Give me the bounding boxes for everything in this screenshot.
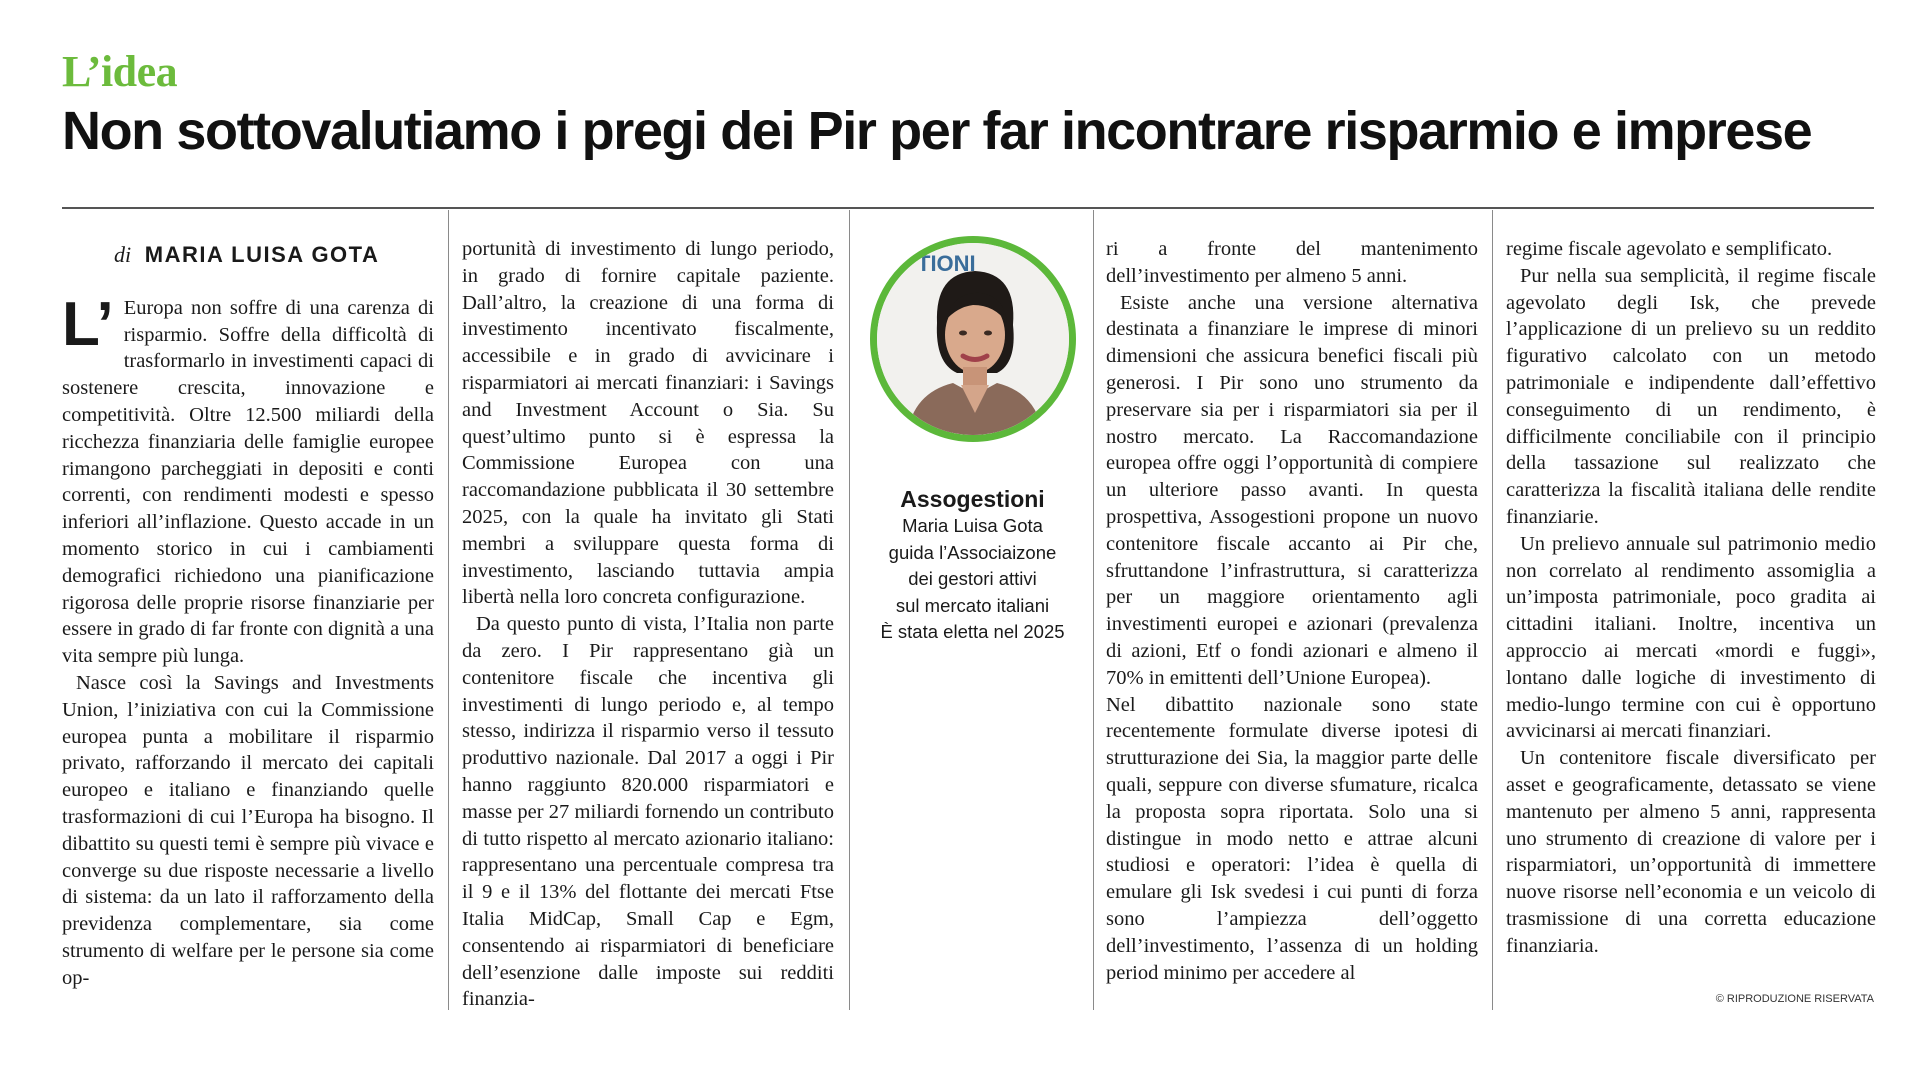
drop-cap: L’ [62,289,114,359]
column-divider [849,210,850,1010]
author-profile [851,236,1094,646]
bio-line: sul mercato italiani [895,594,1050,616]
profile-bio [851,513,1094,646]
backdrop-text: TIONI [916,251,976,276]
paragraph: Un contenitore fiscale diversificato per asset e geograficamente, detassato se viene mantenuto per almeno 5 anni, rappresenta uno strumento di creazione di valore per i risparmiatori, un’opportunità di immettere nuove risorse nell’economia e un veicolo di trasmissione di una corretta educazione finanziaria. [1506,747,1876,957]
article-column-1 [62,236,434,992]
paragraph: Un prelievo annuale sul patrimonio medio non correlato al rendimento assomiglia a un’imposta patrimoniale, poco gradita ai cittadini italiani. Inoltre, incentiva un approccio ai mercati «mordi e fuggi», lontano dalle logiche di investimento di medio-lungo termine con cui è opportuno avvicinarsi ai mercati finanziari. [1506,532,1876,743]
paragraph: ri a fronte del mantenimento dell’investimento per almeno 5 anni. [1106,238,1478,287]
headline: Non sottovalutiamo i pregi dei Pir per far incontrare risparmio e imprese [62,101,1812,161]
article-column-4 [1106,236,1478,986]
paragraph-text: Europa non soffre di una carenza di risparmio. Soffre della difficoltà di trasformarlo in investimenti capaci di sostenere crescita, innovazione e competitività. Oltre 12.500 miliardi della ricchezza finanziaria delle famiglie europee rimangono parcheggiati in depositi e conti correnti, con rendimenti modesti e spesso inferiori all’inflazione. Questo accade in un momento storico in cui i cambiamenti demografici richiedono una pianificazione rigorosa delle proprie risorse finanziarie per essere in grado di far fronte con dignità a una vita sempre più lunga. [62,296,434,668]
paragraph: Esiste anche una versione alternativa destinata a finanziare le imprese di minori dimensioni che assicura benefici fiscali più generosi. I Pir sono uno strumento da preservare sia per i risparmiatori sia per il nostro mercato. La Raccomandazione europea offre oggi l’opportunità di compiere un ulteriore passo avanti. In questa prospettiva, Assogestioni propone un nuovo contenitore fiscale accanto ai Pir che, sfruttandone l’infrastruttura, si caratterizza per un maggiore orientamento agli investimenti europei e azionari (prevalenza di azioni, Etf o fondi azionari e almeno il 70% in emittenti dell’Unione Europea). [1106,291,1478,689]
author-portrait-image [877,243,1069,435]
section-kicker: L’idea [62,47,178,96]
header-rule [62,207,1874,209]
paragraph: Da questo punto di vista, l’Italia non parte da zero. I Pir rappresentano già un contenitore fiscale che incentiva gli investimenti di lungo periodo e, al tempo stesso, indirizza il risparmio verso il tessuto produttivo nazionale. Dal 2017 a oggi i Pir hanno raggiunto 820.000 risparmiatori e masse per 27 miliardi fornendo un contributo di tutto rispetto al mercato azionario italiano: rappresentano una percentuale compresa tra il 9 e il 13% del flottante dei mercati Ftse Italia MidCap, Small Cap e Egm, consentendo ai risparmiatori di beneficiare dell’esenzione dalle imposte sui redditi finanzia- [462,613,834,1011]
paragraph: Nel dibattito nazionale sono state recentemente formulate diverse ipotesi di strutturazione dei Sia, la maggior parte delle quali, seppure con diverse sfumature, ricalca la proposta sopra riportata. Solo una si distingue in modo netto e attrae alcuni studiosi e operatori: l’idea è quella di emulare gli Isk svedesi i cui punti di forza sono l’ampiezza dell’oggetto dell’investimento, l’assenza di un holding period minimo per accedere al [1106,693,1478,984]
bio-line: dei gestori attivi [908,568,1037,589]
author-photo [870,236,1076,442]
copyright-notice: © RIPRODUZIONE RISERVATA [1715,993,1874,1005]
column-divider [448,210,449,1010]
profile-organization: Assogestioni [900,486,1045,512]
paragraph: portunità di investimento di lungo periodo, in grado di fornire capitale paziente. Dall’altro, la creazione di una forma di investimento incentivato fiscalmente, accessibile e in grado di avvicinare i risparmiatori ai mercati finanziari: i Savings and Investment Account o Sia. Su quest’ultimo punto si è espressa la Commissione Europea con una raccomandazione pubblicata il 30 settembre 2025, con la quale ha invitato gli Stati membri a sviluppare questa forma di investimento, lasciando tuttavia ampia libertà nella loro concreta configurazione. [462,238,834,609]
article-column-5 [1506,236,1876,960]
column-divider [1492,210,1493,1010]
article-column-2 [462,236,834,1013]
paragraph [62,289,434,670]
bio-line: È stata eletta nel 2025 [880,621,1065,642]
bio-line: guida l’Associaizone [888,541,1057,563]
paragraph: regime fiscale agevolato e semplificato. [1506,238,1833,260]
byline-author: MARIA LUISA GOTA [144,242,380,267]
byline [114,242,434,269]
byline-prefix: di [114,242,132,267]
paragraph: Nasce così la Savings and Investments Union, l’iniziativa con cui la Commissione europea punta a mobilitare il risparmio privato, rafforzando il mercato dei capitali europeo e italiano e finanziando quelle trasformazioni di cui l’Europa ha bisogno. Il dibattito su questi temi è sempre più vivace e converge su due risposte necessarie a livello di sistema: da un lato il rafforzamento della previdenza complementare, sia come strumento di welfare per le persone sia come op- [62,671,434,989]
paragraph: Pur nella sua semplicità, il regime fiscale agevolato degli Isk, che prevede l’applicazione di un prelievo su un reddito figurativo calcolato con un metodo patrimoniale e indipendente dall’effettivo conseguimento di un rendimento, è difficilmente conciliabile con il principio della tassazione sul realizzato che caratterizza la fiscalità italiana delle rendite finanziarie. [1506,264,1876,528]
bio-line: Maria Luisa Gota [902,515,1043,536]
